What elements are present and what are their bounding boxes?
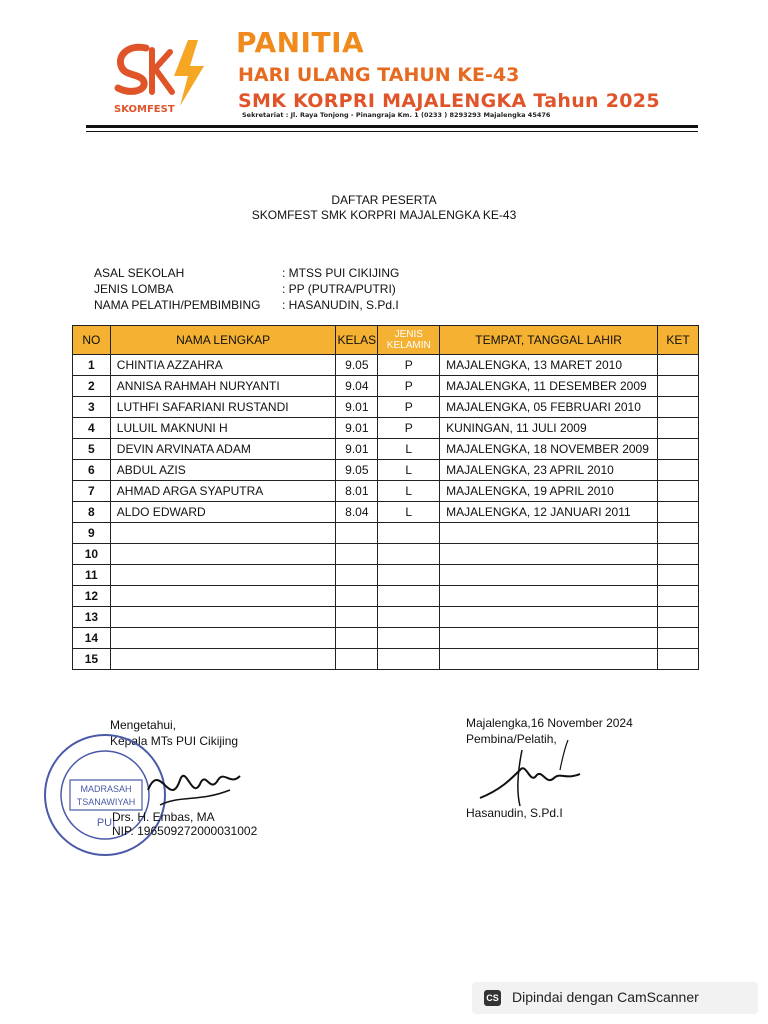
cell-nama — [110, 586, 336, 607]
cell-ttl: MAJALENGKA, 11 DESEMBER 2009 — [440, 376, 658, 397]
cell-ttl — [440, 607, 658, 628]
participant-table — [72, 325, 699, 670]
school-title: SMK KORPRI MAJALENGKA Tahun 2025 — [238, 90, 660, 112]
header-jenis-line2: KELAMIN — [386, 340, 431, 351]
cell-kelas: 9.01 — [336, 439, 378, 460]
cell-ttl — [440, 523, 658, 544]
cell-nama — [110, 544, 336, 565]
cell-ket — [658, 565, 699, 586]
cell-nama — [110, 628, 336, 649]
cell-ttl — [440, 586, 658, 607]
cell-ket — [658, 460, 699, 481]
panitia-title: PANITIA — [236, 26, 365, 59]
cell-ket — [658, 523, 699, 544]
skomfest-logo — [108, 36, 208, 120]
logo-text: SKOMFEST — [114, 104, 175, 115]
cell-no: 13 — [73, 607, 111, 628]
info-label: JENIS LOMBA — [94, 282, 174, 296]
cell-jk — [378, 565, 440, 586]
info-label: ASAL SEKOLAH — [94, 266, 185, 280]
cell-ttl: MAJALENGKA, 12 JANUARI 2011 — [440, 502, 658, 523]
cell-no: 5 — [73, 439, 111, 460]
cell-ket — [658, 586, 699, 607]
cell-ttl: MAJALENGKA, 23 APRIL 2010 — [440, 460, 658, 481]
document-title: DAFTAR PESERTA — [331, 193, 437, 207]
sig-left-position: Kepala MTs PUI Cikijing — [110, 734, 239, 748]
cell-no: 1 — [73, 355, 111, 376]
cell-nama — [110, 523, 336, 544]
table-row — [73, 460, 699, 481]
camscanner-text: Dipindai dengan CamScanner — [512, 989, 699, 1005]
cell-nama: CHINTIA AZZAHRA — [110, 355, 336, 376]
table-row — [73, 544, 699, 565]
cell-kelas: 8.04 — [336, 502, 378, 523]
info-value: : PP (PUTRA/PUTRI) — [282, 282, 396, 296]
cell-nama: AHMAD ARGA SYAPUTRA — [110, 481, 336, 502]
cell-nama: ABDUL AZIS — [110, 460, 336, 481]
cell-jk: P — [378, 418, 440, 439]
cell-kelas — [336, 586, 378, 607]
cell-jk — [378, 544, 440, 565]
cell-jk: L — [378, 502, 440, 523]
secretariat-address: Sekretariat : Jl. Raya Tonjong - Pinangraja Km. 1 (0233 ) 8293293 Majalengka 45476 — [242, 111, 551, 119]
cell-kelas: 9.01 — [336, 418, 378, 439]
cell-jk: L — [378, 481, 440, 502]
cell-no: 8 — [73, 502, 111, 523]
cell-ket — [658, 544, 699, 565]
cell-jk: L — [378, 439, 440, 460]
table-row — [73, 376, 699, 397]
sig-left-mengetahui: Mengetahui, — [110, 718, 177, 732]
header-nama: NAMA LENGKAP — [110, 326, 336, 355]
cell-no: 6 — [73, 460, 111, 481]
info-label: NAMA PELATIH/PEMBIMBING — [94, 298, 261, 312]
cell-kelas: 9.04 — [336, 376, 378, 397]
cell-ttl — [440, 649, 658, 670]
cell-jk: L — [378, 460, 440, 481]
cell-nama — [110, 607, 336, 628]
cell-kelas — [336, 544, 378, 565]
svg-text:MADRASAH: MADRASAH — [80, 784, 132, 794]
sig-right-name: Hasanudin, S.Pd.I — [466, 806, 563, 820]
cell-nama: LUTHFI SAFARIANI RUSTANDI — [110, 397, 336, 418]
cell-kelas — [336, 649, 378, 670]
table-row — [73, 523, 699, 544]
table-row — [73, 502, 699, 523]
svg-text:TSANAWIYAH: TSANAWIYAH — [76, 797, 136, 807]
sig-left-name: Drs. H. Embas, MA — [112, 810, 215, 824]
cell-kelas: 9.05 — [336, 460, 378, 481]
table-row — [73, 397, 699, 418]
cell-ttl: KUNINGAN, 11 JULI 2009 — [440, 418, 658, 439]
cell-kelas — [336, 628, 378, 649]
cell-no: 11 — [73, 565, 111, 586]
info-value: : MTSS PUI CIKIJING — [282, 266, 400, 280]
header-ttl: TEMPAT, TANGGAL LAHIR — [440, 326, 658, 355]
cell-ttl — [440, 544, 658, 565]
table-row — [73, 439, 699, 460]
cell-no: 10 — [73, 544, 111, 565]
letterhead-rule-thick — [86, 125, 698, 128]
cell-no: 12 — [73, 586, 111, 607]
cell-ket — [658, 418, 699, 439]
table-row — [73, 481, 699, 502]
cell-ttl: MAJALENGKA, 13 MARET 2010 — [440, 355, 658, 376]
cell-no: 7 — [73, 481, 111, 502]
cell-no: 4 — [73, 418, 111, 439]
camscanner-icon: CS — [484, 990, 501, 1006]
cell-jk — [378, 649, 440, 670]
cell-ttl: MAJALENGKA, 19 APRIL 2010 — [440, 481, 658, 502]
sig-right-role: Pembina/Pelatih, — [466, 732, 557, 746]
table-row — [73, 628, 699, 649]
cell-ket — [658, 607, 699, 628]
cell-ttl — [440, 628, 658, 649]
cell-nama — [110, 565, 336, 586]
cell-ket — [658, 397, 699, 418]
cell-no: 15 — [73, 649, 111, 670]
cell-ttl — [440, 565, 658, 586]
header-ket: KET — [658, 326, 699, 355]
cell-jk: P — [378, 376, 440, 397]
header-no: NO — [73, 326, 111, 355]
letterhead-rule-thin — [86, 131, 698, 132]
cell-ket — [658, 649, 699, 670]
cell-jk: P — [378, 355, 440, 376]
table-row — [73, 565, 699, 586]
table-row — [73, 418, 699, 439]
header-jenis-kelamin — [378, 326, 440, 355]
header-kelas: KELAS — [336, 326, 378, 355]
cell-ket — [658, 502, 699, 523]
cell-kelas: 9.01 — [336, 397, 378, 418]
svg-text:PUI: PUI — [96, 817, 116, 829]
cell-ket — [658, 355, 699, 376]
document-subtitle: SKOMFEST SMK KORPRI MAJALENGKA KE-43 — [251, 208, 517, 222]
info-value: : HASANUDIN, S.Pd.I — [282, 298, 399, 312]
cell-ket — [658, 439, 699, 460]
table-header-row — [73, 326, 699, 355]
table-row — [73, 607, 699, 628]
cell-no: 2 — [73, 376, 111, 397]
cell-ket — [658, 481, 699, 502]
cell-kelas: 9.05 — [336, 355, 378, 376]
cell-nama: ALDO EDWARD — [110, 502, 336, 523]
cell-no: 3 — [73, 397, 111, 418]
cell-nama — [110, 649, 336, 670]
cell-jk: P — [378, 397, 440, 418]
cell-no: 14 — [73, 628, 111, 649]
cell-ttl: MAJALENGKA, 18 NOVEMBER 2009 — [440, 439, 658, 460]
cell-kelas: 8.01 — [336, 481, 378, 502]
cell-ttl: MAJALENGKA, 05 FEBRUARI 2010 — [440, 397, 658, 418]
cell-jk — [378, 523, 440, 544]
table-row — [73, 355, 699, 376]
cell-jk — [378, 628, 440, 649]
cell-kelas — [336, 565, 378, 586]
cell-no: 9 — [73, 523, 111, 544]
sig-left-nip: NIP. 196509272000031002 — [112, 824, 258, 838]
table-row — [73, 649, 699, 670]
camscanner-watermark — [472, 982, 758, 1014]
table-row — [73, 586, 699, 607]
signature-right-scribble — [470, 740, 590, 810]
header-jenis-line1: JENIS — [394, 329, 423, 340]
hut-title: HARI ULANG TAHUN KE-43 — [238, 64, 520, 86]
cell-nama: DEVIN ARVINATA ADAM — [110, 439, 336, 460]
cell-kelas — [336, 523, 378, 544]
cell-nama: LULUIL MAKNUNI H — [110, 418, 336, 439]
cell-ket — [658, 376, 699, 397]
sig-right-place-date: Majalengka,16 November 2024 — [466, 716, 633, 730]
cell-ket — [658, 628, 699, 649]
cell-kelas — [336, 607, 378, 628]
cell-nama: ANNISA RAHMAH NURYANTI — [110, 376, 336, 397]
cell-jk — [378, 607, 440, 628]
cell-jk — [378, 586, 440, 607]
